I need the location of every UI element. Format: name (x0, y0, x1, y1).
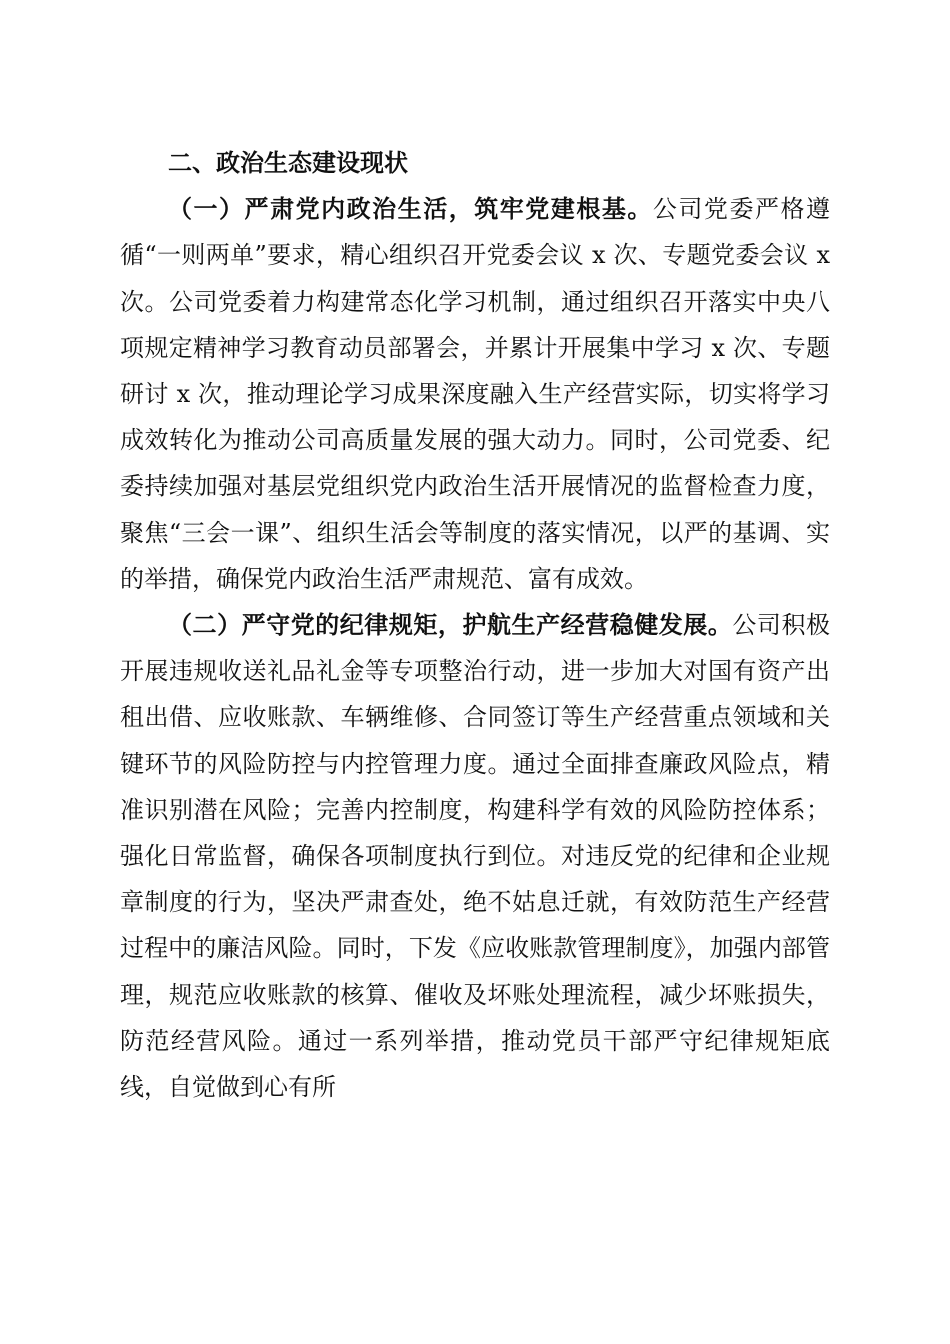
paragraph-2-body: 公司积极开展违规收送礼品礼金等专项整治行动，进一步加大对国有资产出租出借、应收账款、车辆维修、合同签订等生产经营重点领域和关键环节的风险防控与内控管理力度。通过全面排查廉政风险点，精准识别潜在风险；完善内控制度，构建科学有效的风险防控体系；强化日常监督，确保各项制度执行到位。对违反党的纪律和企业规章制度的行为，坚决严肃查处，绝不姑息迁就，有效防范生产经营过程中的廉洁风险。同时，下发《应收账款管理制度》，加强内部管理，规范应收账款的核算、催收及坏账处理流程，减少坏账损失，防范经营风险。通过一系列举措，推动党员干部严守纪律规矩底线，自觉做到心有所 (120, 611, 831, 1102)
section-heading: 二、政治生态建设现状 (168, 149, 408, 177)
paragraph-1-body: 公司党委严格遵循“一则两单”要求，精心组织召开党委会议 x 次、专题党委会议 x 次。公司党委着力构建常态化学习机制，通过组织召开落实中央八项规定精神学习教育动员部署会，并累计开展集中学习 x 次、专题研讨 x 次，推动理论学习成果深度融入生产经营实际，切实将学习成效转化为推动公司高质量发展的强大动力。同时，公司党委、纪委持续加强对基层党组织党内政治生活开展情况的监督检查力度，聚焦“三会一课”、组织生活会等制度的落实情况，以严的基调、实的举措，确保党内政治生活严肃规范、富有成效。 (120, 195, 831, 593)
document-body (120, 140, 830, 1110)
paragraph-1 (120, 186, 830, 602)
paragraph-1-lead: （一）严肃党内政治生活，筑牢党建根基。 (168, 195, 653, 224)
paragraph-2 (120, 602, 830, 1110)
paragraph-2-lead: （二）严守党的纪律规矩，护航生产经营稳健发展。 (168, 611, 733, 640)
